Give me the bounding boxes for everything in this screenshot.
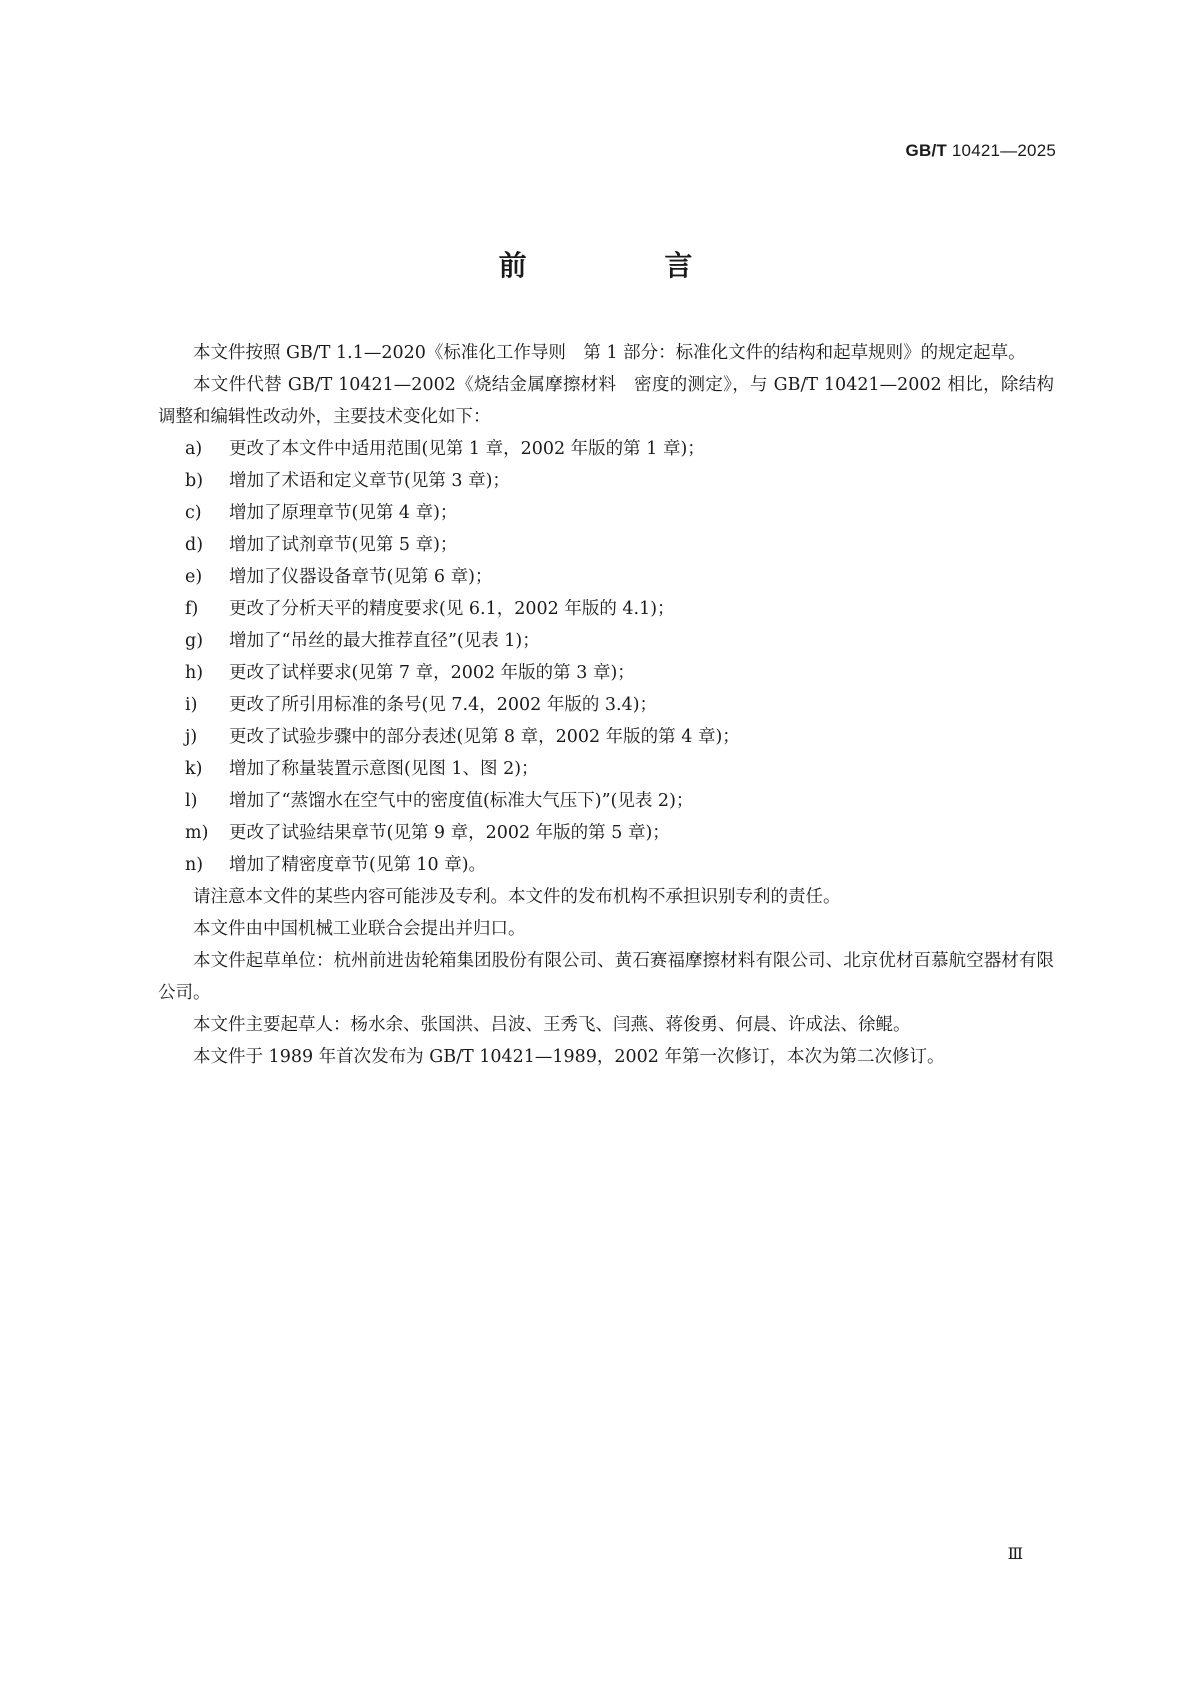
list-item-label: a) — [185, 439, 203, 459]
standard-number-header — [906, 141, 1056, 161]
paragraph-drafting-basis: 本文件按照 GB/T 1.1—2020《标准化工作导则 第 1 部分：标准化文件的结构和起草规则》的规定起草。 — [193, 343, 1026, 363]
list-item-label: h) — [185, 663, 204, 683]
list-item-label: e) — [185, 567, 203, 587]
technical-changes-list — [158, 433, 1054, 881]
list-item-text: 更改了试验结果章节(见第 9 章，2002 年版的第 5 章)； — [229, 823, 670, 843]
list-item — [158, 689, 1054, 721]
list-item-text: 增加了精密度章节(见第 10 章)。 — [229, 855, 487, 875]
list-item-label: c) — [185, 503, 202, 523]
foreword-body — [158, 337, 1054, 1073]
standard-prefix: GB/T — [905, 141, 947, 160]
list-item-label: g) — [185, 631, 204, 651]
page-title: 前 言 — [498, 249, 757, 282]
list-item — [158, 529, 1054, 561]
list-item-label: n) — [185, 855, 204, 875]
paragraph-patent-notice: 请注意本文件的某些内容可能涉及专利。本文件的发布机构不承担识别专利的责任。 — [193, 887, 841, 907]
list-item — [158, 785, 1054, 817]
list-item-text: 更改了所引用标准的条号(见 7.4，2002 年版的 3.4)； — [229, 695, 658, 715]
list-item — [158, 433, 1054, 465]
list-item — [158, 497, 1054, 529]
list-item — [158, 465, 1054, 497]
list-item — [158, 593, 1054, 625]
list-item — [158, 849, 1054, 881]
list-item-text: 更改了试样要求(见第 7 章，2002 年版的第 3 章)； — [229, 663, 635, 683]
list-item-text: 增加了“吊丝的最大推荐直径”(见表 1)； — [229, 631, 540, 651]
list-item — [158, 817, 1054, 849]
list-item-text: 更改了试验步骤中的部分表述(见第 8 章，2002 年版的第 4 章)； — [229, 727, 740, 747]
list-item-label: j) — [185, 727, 198, 747]
list-item-label: l) — [185, 791, 198, 811]
list-item — [158, 625, 1054, 657]
list-item-text: 增加了仪器设备章节(见第 6 章)； — [229, 567, 493, 587]
list-item-text: 增加了原理章节(见第 4 章)； — [229, 503, 458, 523]
list-item-text: 更改了分析天平的精度要求(见 6.1，2002 年版的 4.1)； — [229, 599, 675, 619]
page-number: Ⅲ — [1007, 1544, 1023, 1563]
list-item-text: 增加了称量装置示意图(见图 1、图 2)； — [229, 759, 539, 779]
list-item-label: m) — [185, 823, 209, 843]
list-item-label: i) — [185, 695, 198, 715]
list-item-label: f) — [185, 599, 199, 619]
paragraph-proposer: 本文件由中国机械工业联合会提出并归口。 — [193, 919, 526, 939]
paragraph-replacement-note: 本文件代替 GB/T 10421—2002《烧结金属摩擦材料 密度的测定》，与 GB/T 10421—2002 相比，除结构调整和编辑性改动外，主要技术变化如下： — [158, 375, 1054, 427]
list-item-text: 增加了“蒸馏水在空气中的密度值(标准大气压下)”(见表 2)； — [229, 791, 694, 811]
list-item — [158, 753, 1054, 785]
paragraph-drafting-units: 本文件起草单位：杭州前进齿轮箱集团股份有限公司、黄石赛福摩擦材料有限公司、北京优材百慕航空器材有限公司。 — [158, 951, 1054, 1003]
paragraph-history: 本文件于 1989 年首次发布为 GB/T 10421—1989，2002 年第一次修订，本次为第二次修订。 — [193, 1047, 945, 1067]
list-item-text: 更改了本文件中适用范围(见第 1 章，2002 年版的第 1 章)； — [229, 439, 705, 459]
standard-code: 10421—2025 — [951, 141, 1056, 160]
list-item — [158, 657, 1054, 689]
list-item-text: 增加了术语和定义章节(见第 3 章)； — [229, 471, 510, 491]
list-item-label: d) — [185, 535, 204, 555]
list-item — [158, 561, 1054, 593]
list-item-label: b) — [185, 471, 204, 491]
paragraph-drafters: 本文件主要起草人：杨水余、张国洪、吕波、王秀飞、闫燕、蒋俊勇、何晨、许成法、徐鲲。 — [193, 1015, 911, 1035]
list-item-label: k) — [185, 759, 203, 779]
list-item-text: 增加了试剂章节(见第 5 章)； — [229, 535, 458, 555]
list-item — [158, 721, 1054, 753]
